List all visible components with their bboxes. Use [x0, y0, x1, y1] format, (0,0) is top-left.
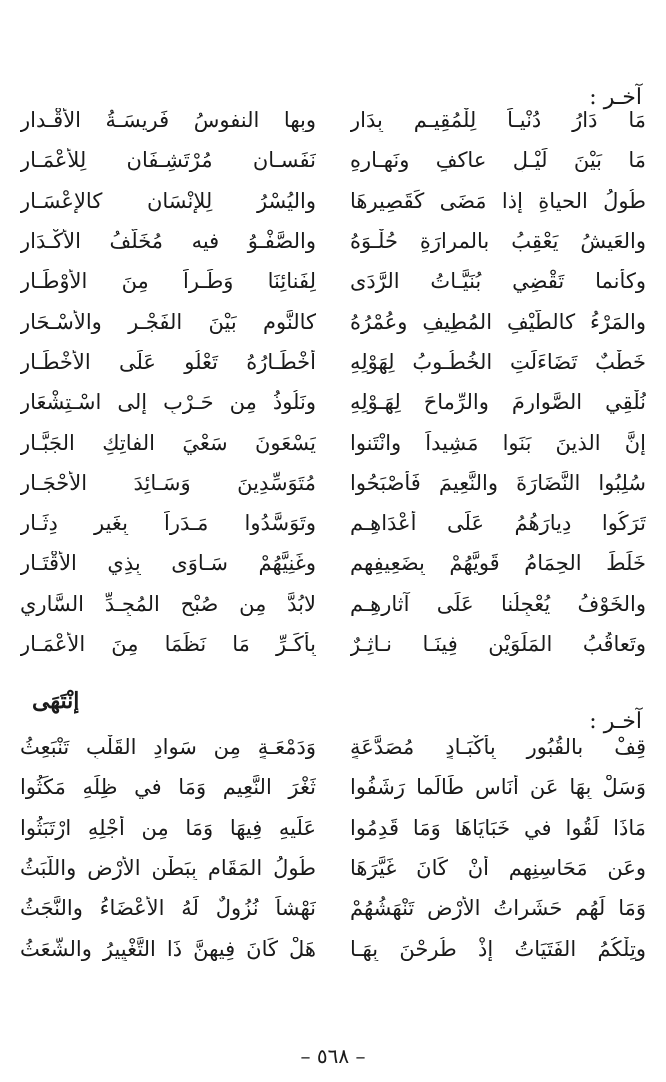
hemistich-left: مُتَوَسِّدِينَ وَسَـائِدَ الأَحْجَـارِ [20, 470, 316, 495]
verse-line [20, 140, 646, 180]
verse-line [20, 503, 646, 543]
hemistich-right: وَسَلْ بِهَا عَن أُنَاسٍ طَالَما رَشَفُوا [350, 775, 646, 800]
hemistich-right: وَمَا لَهُم حَشَراتُ الأَرْضِ تَنْهَشُهُمْ [350, 896, 646, 921]
hemistich-right: مَا دَارُ دُنْيـاً لِلْمُقِيـمِ بِدَارِ [350, 108, 646, 133]
hemistich-left: نَفَسـانِ مُرْتَشِـفَانِ لِلأَعْمَـارِ [20, 148, 316, 173]
hemistich-right: والعَيشُ يَعْقِبُ بالمرارَةِ حُلْـوَهُ [350, 229, 646, 254]
hemistich-right: وكأنما تَقْضِي بُنَيَّـاتُ الرَّدَى [350, 269, 646, 294]
hemistich-left: والصَّفْـوُ فيه مُخَلَّفُ الأَكْـدَارِ [20, 229, 316, 254]
verse-line [20, 463, 646, 503]
hemistich-left: بِأَكَـرِّ مَا نَظَمَا مِنَ الأَعْمَـارِ [20, 632, 316, 656]
hemistich-left: نَهْشاً نُزُولٌ لَهُ الأَعْضَاءُ والنَّجَثُ [20, 896, 316, 921]
poem-2 [20, 727, 646, 969]
hemistich-left: أَخْطَـارُهُ تَعْلُو عَلَى الأَخْطَـارِ [20, 349, 316, 374]
hemistich-right: مَا بَيْنَ لَيْـلٍ عاكفٍ ونَهـارِهِ [350, 148, 646, 173]
hemistich-left: لِفَنائِنَا وَطَـراً مِنَ الأَوْطَـارِ [20, 269, 316, 294]
hemistich-left: ثَغْرَ النَّعِيمِ وَمَا في ظِلِّهِ مَكَثُوا [20, 775, 316, 800]
hemistich-right: خَلَطَ الحِمَامُ قَوِيَّهُمْ بِضَعِيفِهِم [350, 551, 646, 576]
hemistich-right: وتَعاقُبُ المَلَوَيْنِ فِينَـا نـاثِـرٌ [350, 632, 646, 656]
verse-line [20, 543, 646, 583]
hemistich-right: والمَرْءُ كالطَّيْفِ المُطِيفِ وعُمْرُهُ [350, 309, 646, 334]
hemistich-right: قِفْ بالقُبُورِ بِأَكْبَـادٍ مُصَدَّعَةٍ [350, 735, 646, 760]
hemistich-left: عَلَيهِ فِيهَا وَمَا مِن أَجْلِهِ ارْتَبَثُوا [20, 815, 316, 840]
verse-line [20, 382, 646, 422]
verse-line [20, 767, 646, 807]
hemistich-right: مَاذَا لَقُوا في خَبَايَاهَا وَمَا قَدِمُوا [350, 815, 646, 840]
hemistich-right: سُلِبُوا النَّضَارَةَ والنَّعِيمَ فَأَصْبَحُوا [350, 470, 646, 495]
hemistich-left: ونَلُوذُ مِن حَـرْبٍ إلى اسْـتِشْعَارِ [20, 390, 316, 415]
verse-line [20, 888, 646, 928]
hemistich-left: وَدَمْعَـةٍ مِن سَوادِ القَلْبِ تَنْبَعِثُ [20, 735, 316, 760]
verse-line [20, 181, 646, 221]
hemistich-left: وتَوَسَّدُوا مَـدَراً بِغَيرِ دِثَـارِ [20, 511, 316, 536]
hemistich-left: كالنَّومِ بَيْنَ الفَجْـرِ والأَسْـحَارِ [20, 309, 316, 334]
verse-line [20, 727, 646, 767]
verse-line [20, 100, 646, 140]
hemistich-left: وبِها النفوسُ فَرِيسَـةُ الأَقْـدارِ [20, 108, 316, 133]
hemistich-right: وعَن مَحَاسِنِهِم أَنْ كَانَ غَيَّرَهَا [350, 856, 646, 881]
verse-line [20, 221, 646, 261]
hemistich-right: طُولُ الحياةِ إذا مَضَى كَقَصِيرِهَا [350, 188, 646, 213]
verse-line [20, 584, 646, 624]
hemistich-left: وغَنِيَّهُمْ سَـاوَى بِذِي الأَقْتَـارِ [20, 551, 316, 576]
verse-line [20, 301, 646, 341]
hemistich-right: إِنَّ الذينَ بَنَوا مَشِيداً وانْتَنوا [350, 430, 646, 455]
verse-line [20, 342, 646, 382]
poem-2-heading: آخـر : [589, 709, 642, 734]
hemistich-left: هَلْ كَانَ فِيهِنَّ ذَا التَّغْيِيرُ والشَّعَثُ [20, 936, 316, 961]
hemistich-left: يَسْعَونَ سَعْيَ الفاتِكِ الجَبَّـارِ [20, 430, 316, 455]
poem-1-heading: آخـر : [589, 85, 642, 110]
hemistich-left: لابُدَّ مِن صُبْحِ المُجِـدِّ السَّارِي [20, 591, 316, 616]
page-number: – ٥٦٨ – [300, 1044, 366, 1068]
poem-1-end-word: إنْتَهَى [32, 688, 80, 714]
verse-line [20, 261, 646, 301]
hemistich-left: طُولُ المَقَامِ بِبَطْنِ الأَرْضِ واللَّبَثُ [20, 856, 316, 881]
verse-line [20, 848, 646, 888]
verse-line [20, 808, 646, 848]
poem-1 [20, 100, 646, 664]
hemistich-right: وتِلْكُمُ الفَتَيَاتُ إِذْ طُرِحْنَ بِهَـا [350, 936, 646, 961]
verse-line [20, 624, 646, 664]
verse-line [20, 928, 646, 968]
hemistich-right: نُلْقِي الصَّوارِمَ والرِّماحَ لِهَـوْلِهِ [350, 390, 646, 415]
hemistich-left: واليُسْرُ لِلإِنْسَانِ كالإِعْسَـارِ [20, 188, 316, 213]
hemistich-right: خَطْبٌ تَضَاءَلَتِ الخُطُـوبُ لِهَوْلِهِ [350, 349, 646, 374]
hemistich-right: والخَوْفُ يُعْجِلُنا عَلَى آثارِهِـم [350, 591, 646, 616]
hemistich-right: تَرَكُوا دِيارَهُمُ عَلَى أَعْدَاهِـمِ [350, 511, 646, 536]
verse-line [20, 422, 646, 462]
